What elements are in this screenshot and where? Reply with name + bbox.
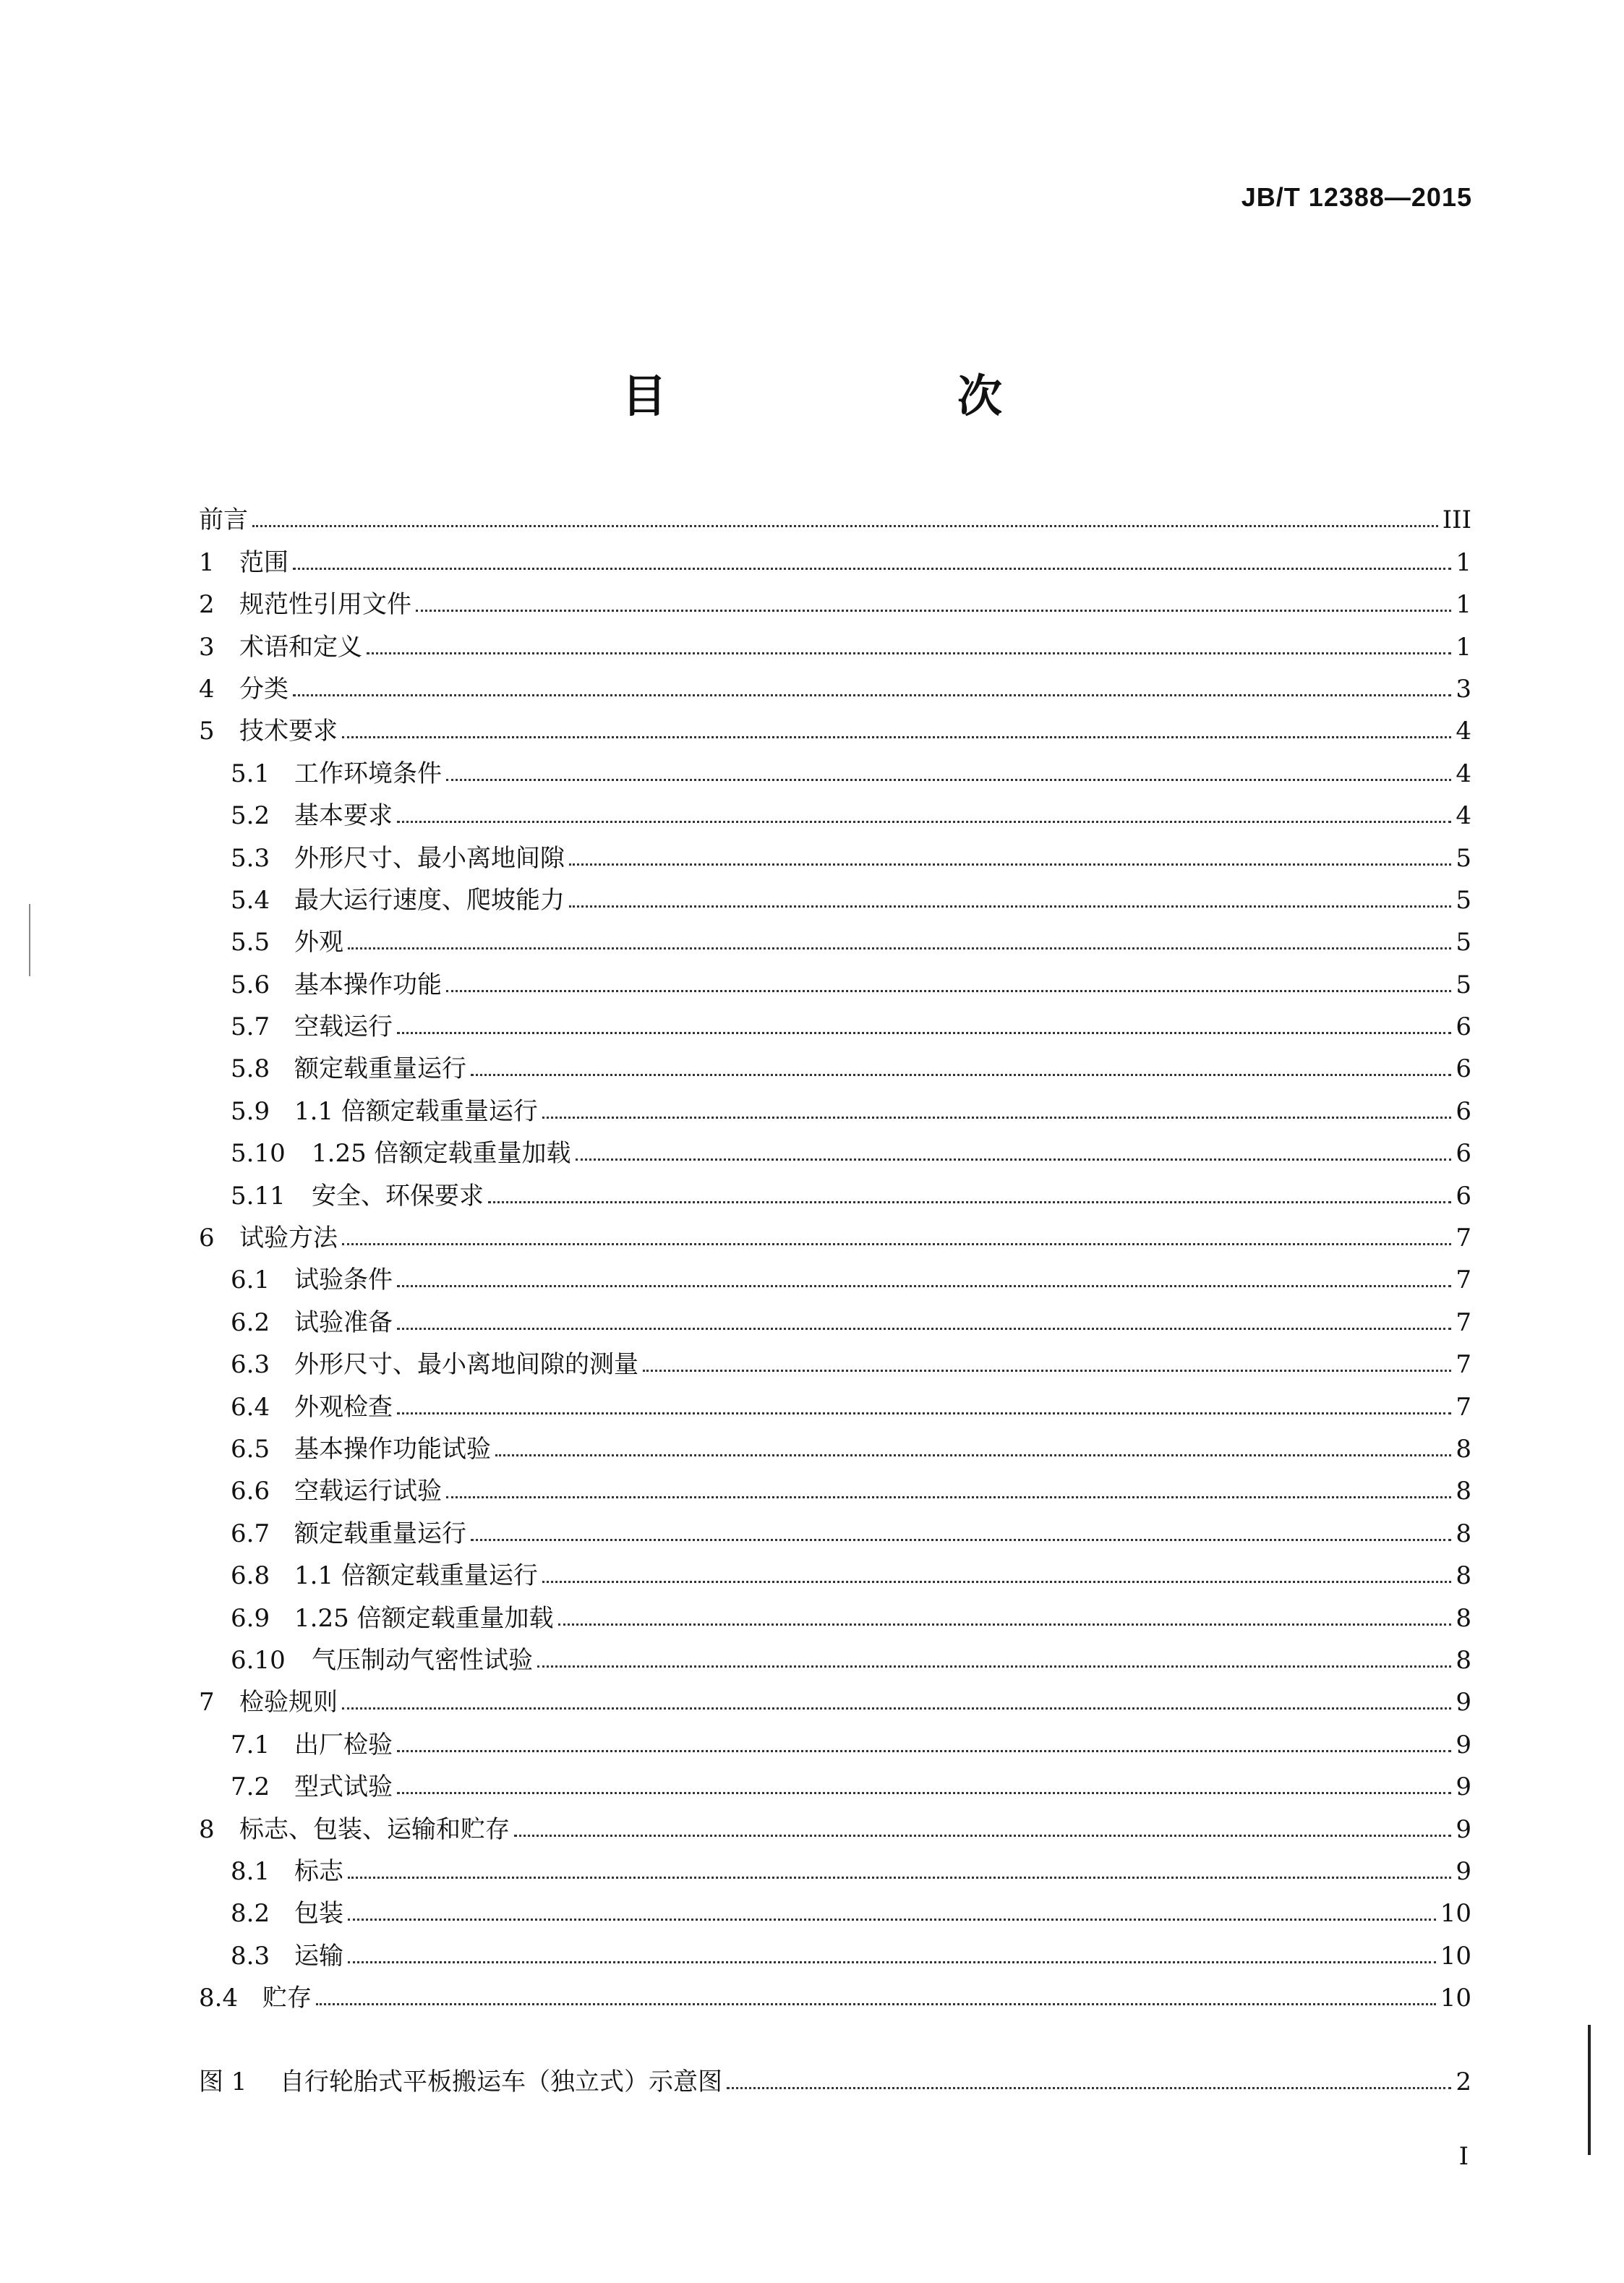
toc-entry-number: 5.11 [231, 1181, 286, 1211]
toc-entry-page: 6 [1456, 1181, 1471, 1211]
dot-leader [397, 1032, 1451, 1034]
toc-entry-title: 最大运行速度、爬坡能力 [294, 885, 565, 915]
dot-leader [367, 652, 1451, 654]
toc-entry[interactable] [199, 1208, 1471, 1253]
toc-entry[interactable] [199, 1461, 1471, 1506]
toc-entry-number: 4 [199, 674, 215, 704]
dot-leader [316, 2003, 1436, 2005]
toc-entry-title: 出厂检验 [294, 1730, 393, 1759]
standard-code: JB/T 12388—2015 [1241, 182, 1472, 212]
toc-entry[interactable] [199, 1757, 1471, 1802]
toc-entry-number: 5.8 [231, 1054, 270, 1084]
dot-leader [342, 1707, 1451, 1710]
toc-entry-page: 8 [1456, 1645, 1471, 1675]
toc-entry[interactable] [199, 871, 1471, 913]
dot-leader [495, 1454, 1451, 1456]
toc-entry-title: 1.1 倍额定载重量运行 [294, 1096, 538, 1126]
toc-entry[interactable] [199, 1673, 1471, 1715]
toc-entry-number: 5.5 [231, 928, 270, 957]
dot-leader [397, 1328, 1451, 1330]
toc-entry-page: 7 [1456, 1307, 1471, 1337]
dot-leader [348, 1919, 1436, 1921]
toc-entry-title: 试验方法 [239, 1224, 338, 1253]
toc-entry-page: 1 [1456, 632, 1471, 662]
toc-entry-title: 基本要求 [294, 801, 393, 831]
toc-entry[interactable] [199, 1377, 1471, 1422]
toc-entry-page: 6 [1456, 1139, 1471, 1169]
toc-entry-title: 自行轮胎式平板搬运车（独立式）示意图 [280, 2067, 722, 2097]
toc-entry-number: 5.3 [231, 843, 270, 873]
toc-entry[interactable] [199, 1166, 1471, 1211]
toc-entry-title: 1.25 倍额定载重量加载 [294, 1603, 554, 1633]
toc-entry[interactable] [199, 786, 1471, 831]
dot-leader [446, 779, 1451, 781]
toc-entry-number: 6.7 [231, 1519, 270, 1548]
toc-entry-number: 图 1 [199, 2067, 247, 2097]
toc-entry-title: 型式试验 [294, 1772, 393, 1802]
toc-entry-title: 包装 [294, 1899, 343, 1929]
toc-entry-title: 范围 [239, 547, 289, 577]
toc-entry[interactable] [199, 1546, 1471, 1591]
toc-entry-page: 9 [1456, 1772, 1471, 1802]
toc-entry-number: 6.4 [231, 1392, 270, 1422]
toc-entry-title: 分类 [239, 674, 289, 704]
toc-entry-number: 2 [199, 590, 215, 620]
toc-entry-page: 7 [1456, 1350, 1471, 1380]
toc-entry[interactable] [199, 1715, 1471, 1757]
toc-entry-number: 5.4 [231, 885, 270, 915]
toc-entry-number: 5.10 [231, 1139, 286, 1169]
toc-entry-page: 10 [1440, 1941, 1471, 1971]
toc-entry-number: 8 [199, 1814, 215, 1844]
toc-entry-title: 额定载重量运行 [294, 1519, 466, 1548]
toc-entry-number: 5 [199, 717, 215, 746]
toc-entry-page: 9 [1456, 1814, 1471, 1844]
toc-entry-number: 5.7 [231, 1012, 270, 1042]
toc-entry-number: 6.8 [231, 1561, 270, 1591]
toc-entry-page: 1 [1456, 590, 1471, 620]
toc-entry[interactable] [199, 660, 1471, 704]
toc-entry-title: 试验条件 [294, 1266, 393, 1295]
toc-entry-title: 标志、包装、运输和贮存 [239, 1814, 510, 1844]
toc-entry-title: 技术要求 [239, 717, 338, 746]
toc-entry-number: 6.2 [231, 1307, 270, 1337]
toc-entry[interactable] [199, 1039, 1471, 1084]
dot-leader [397, 1412, 1451, 1414]
dot-leader [293, 694, 1451, 696]
table-of-contents [199, 490, 1471, 2097]
toc-entry-page: 7 [1456, 1392, 1471, 1422]
toc-entry-page: 8 [1456, 1434, 1471, 1464]
toc-entry-page: 6 [1456, 1012, 1471, 1042]
toc-entry[interactable] [199, 1631, 1471, 1673]
toc-entry-number: 6.10 [231, 1645, 286, 1675]
toc-entry-title: 气压制动气密性试验 [312, 1645, 533, 1675]
page-number: I [1458, 2142, 1469, 2171]
toc-entry[interactable] [199, 1926, 1471, 1971]
dot-leader [542, 1117, 1451, 1119]
toc-entry-title: 外形尺寸、最小离地间隙 [294, 843, 565, 873]
toc-entry[interactable] [199, 617, 1471, 662]
toc-entry[interactable] [199, 743, 1471, 788]
toc-entry-number: 7.2 [231, 1772, 270, 1802]
toc-entry-page: 4 [1456, 717, 1471, 746]
toc-entry-number: 6.9 [231, 1603, 270, 1633]
toc-entry-number: 5.1 [231, 759, 270, 788]
toc-entry-page: 6 [1456, 1054, 1471, 1084]
dot-leader [348, 1961, 1436, 1963]
toc-entry-page: 8 [1456, 1561, 1471, 1591]
toc-entry-number: 8.2 [231, 1899, 270, 1929]
dot-leader [471, 1074, 1451, 1076]
toc-entry[interactable] [199, 1588, 1471, 1633]
dot-leader [576, 1158, 1452, 1161]
toc-entry[interactable] [199, 532, 1471, 577]
scan-edge-mark [1588, 2025, 1591, 2155]
toc-entry-page: 5 [1456, 843, 1471, 873]
dot-leader [446, 1496, 1451, 1498]
toc-entry-page: 2 [1456, 2067, 1471, 2097]
toc-entry-page: III [1442, 505, 1471, 535]
toc-entry-number: 6 [199, 1224, 215, 1253]
dot-leader [342, 1243, 1451, 1245]
toc-entry-number: 7.1 [231, 1730, 270, 1759]
toc-entry[interactable] [199, 1968, 1471, 2013]
toc-entry-title: 基本操作功能 [294, 970, 442, 999]
toc-entry-page: 10 [1440, 1899, 1471, 1929]
toc-entry-title: 安全、环保要求 [312, 1181, 484, 1211]
toc-entry-number: 6.1 [231, 1266, 270, 1295]
toc-entry-number: 5.9 [231, 1096, 270, 1126]
dot-leader [446, 990, 1451, 992]
toc-entry-number: 8.4 [199, 1984, 239, 2013]
dot-leader [397, 1792, 1451, 1794]
dot-leader [293, 568, 1451, 570]
dot-leader [537, 1665, 1451, 1668]
toc-entry-page: 8 [1456, 1519, 1471, 1548]
toc-entry-page: 4 [1456, 801, 1471, 831]
toc-entry-page: 7 [1456, 1266, 1471, 1295]
toc-entry-page: 8 [1456, 1477, 1471, 1506]
toc-entry[interactable] [199, 1081, 1471, 1126]
toc-entry-page: 5 [1456, 928, 1471, 957]
toc-entry-page: 9 [1456, 1688, 1471, 1717]
dot-leader [488, 1201, 1451, 1203]
toc-entry[interactable] [199, 2052, 1471, 2097]
dot-leader [542, 1581, 1451, 1583]
toc-entry-page: 4 [1456, 759, 1471, 788]
toc-entry-title: 空载运行试验 [294, 1477, 442, 1506]
toc-entry-number: 7 [199, 1688, 215, 1717]
toc-entry[interactable] [199, 828, 1471, 873]
dot-leader [416, 610, 1451, 612]
scan-edge-mark [29, 904, 30, 976]
toc-entry-page: 1 [1456, 547, 1471, 577]
toc-entry-page: 3 [1456, 674, 1471, 704]
toc-entry-number: 5.6 [231, 970, 270, 999]
toc-entry[interactable] [199, 1124, 1471, 1169]
toc-entry-title: 检验规则 [239, 1688, 338, 1717]
toc-entry-title: 标志 [294, 1856, 343, 1886]
toc-entry-title: 工作环境条件 [294, 759, 442, 788]
toc-entry[interactable] [199, 1842, 1471, 1884]
toc-entry-page: 5 [1456, 970, 1471, 999]
toc-entry[interactable] [199, 1420, 1471, 1464]
toc-entry-title: 额定载重量运行 [294, 1054, 466, 1084]
toc-entry-title: 贮存 [262, 1984, 312, 2013]
dot-leader [514, 1835, 1451, 1837]
toc-entry[interactable] [199, 1503, 1471, 1548]
toc-entry-title: 1.25 倍额定载重量加载 [312, 1139, 571, 1169]
dot-leader [643, 1370, 1451, 1372]
toc-entry-number: 3 [199, 632, 215, 662]
toc-entry-number: 8.3 [231, 1941, 270, 1971]
toc-entry-page: 8 [1456, 1603, 1471, 1633]
toc-entry[interactable] [199, 1335, 1471, 1380]
toc-entry[interactable] [199, 955, 1471, 997]
dot-leader [569, 863, 1451, 866]
toc-title: 目 次 [621, 370, 1125, 422]
toc-entry[interactable] [199, 1799, 1471, 1844]
toc-entry-page: 9 [1456, 1856, 1471, 1886]
toc-entry[interactable] [199, 997, 1471, 1042]
dot-leader [727, 2087, 1451, 2089]
dot-leader [348, 947, 1451, 950]
toc-entry-title: 规范性引用文件 [239, 590, 411, 620]
toc-entry[interactable] [199, 701, 1471, 746]
toc-entry-number: 6.6 [231, 1477, 270, 1506]
toc-entry-title: 术语和定义 [239, 632, 362, 662]
toc-entry-title: 外观 [294, 928, 343, 957]
toc-entry-number: 1 [199, 547, 215, 577]
toc-entry[interactable] [199, 1292, 1471, 1337]
toc-entry[interactable] [199, 575, 1471, 620]
toc-entry-number: 5.2 [231, 801, 270, 831]
toc-entry-title: 运输 [294, 1941, 343, 1971]
dot-leader [348, 1877, 1451, 1879]
toc-entry-title: 试验准备 [294, 1307, 393, 1337]
toc-entry-title: 外观检查 [294, 1392, 393, 1422]
toc-entry[interactable] [199, 1250, 1471, 1295]
toc-entry-title: 基本操作功能试验 [294, 1434, 491, 1464]
dot-leader [569, 905, 1451, 908]
toc-entry-number: 8.1 [231, 1856, 270, 1886]
toc-entry-page: 5 [1456, 885, 1471, 915]
toc-entry-title: 外形尺寸、最小离地间隙的测量 [294, 1350, 638, 1380]
toc-entry-page: 9 [1456, 1730, 1471, 1759]
dot-leader [397, 821, 1451, 823]
toc-entry-title: 空载运行 [294, 1012, 393, 1042]
dot-leader [558, 1623, 1452, 1626]
dot-leader [397, 1285, 1451, 1287]
toc-entry-page: 10 [1440, 1984, 1471, 2013]
toc-entry-page: 6 [1456, 1096, 1471, 1126]
dot-leader [342, 736, 1451, 738]
toc-entry-title: 1.1 倍额定载重量运行 [294, 1561, 538, 1591]
toc-entry-title: 前言 [199, 505, 248, 535]
toc-entry[interactable] [199, 913, 1471, 955]
toc-entry-page: 7 [1456, 1224, 1471, 1253]
dot-leader [471, 1539, 1451, 1541]
dot-leader [397, 1750, 1451, 1752]
dot-leader [252, 525, 1438, 527]
toc-entry[interactable] [199, 1884, 1471, 1929]
toc-entry[interactable] [199, 490, 1471, 535]
toc-entry-number: 6.5 [231, 1434, 270, 1464]
toc-entry-number: 6.3 [231, 1350, 270, 1380]
